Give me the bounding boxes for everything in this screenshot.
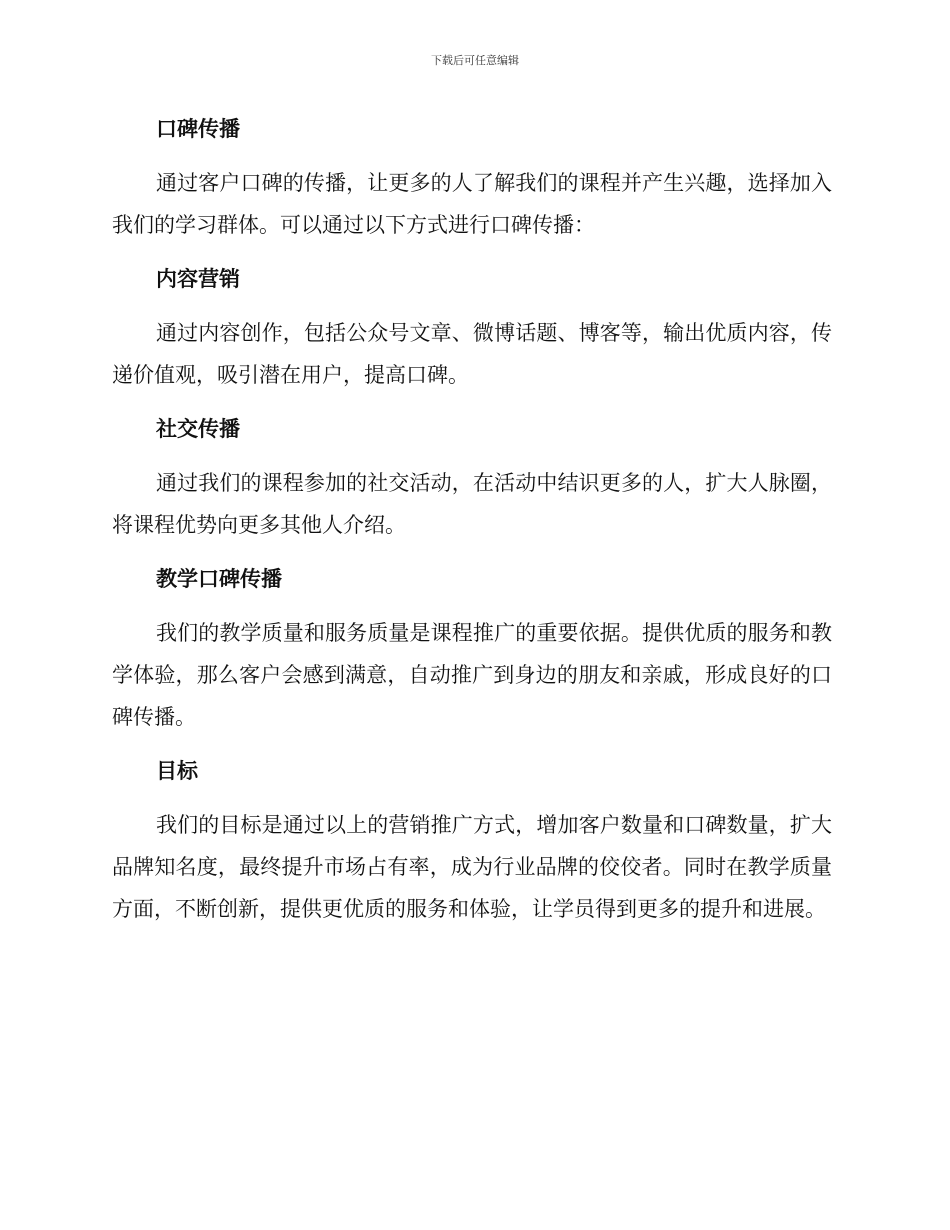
- section-content-marketing: [112, 258, 832, 408]
- section-paragraph: 通过我们的课程参加的社交活动，在活动中结识更多的人，扩大人脉圈，将课程优势向更多其他人介绍。: [112, 471, 832, 537]
- section-paragraph: 通过内容创作，包括公众号文章、微博话题、博客等，输出优质内容，传递价值观，吸引潜在用户，提高口碑。: [112, 321, 832, 387]
- section-paragraph: 我们的目标是通过以上的营销推广方式，增加客户数量和口碑数量，扩大品牌知名度，最终提升市场占有率，成为行业品牌的佼佼者。同时在教学质量方面，不断创新，提供更优质的服务和体验，让学员得到更多的提升和进展。: [112, 813, 832, 921]
- section-social-spread: [112, 408, 832, 558]
- section-heading: 目标: [156, 759, 198, 783]
- section-paragraph: 通过客户口碑的传播，让更多的人了解我们的课程并产生兴趣，选择加入我们的学习群体。可以通过以下方式进行口碑传播：: [112, 171, 832, 237]
- section-word-of-mouth: [112, 108, 832, 258]
- document-body: [112, 108, 832, 930]
- section-paragraph: 我们的教学质量和服务质量是课程推广的重要依据。提供优质的服务和教学体验，那么客户会感到满意，自动推广到身边的朋友和亲戚，形成良好的口碑传播。: [112, 621, 832, 729]
- section-heading: 社交传播: [156, 417, 240, 441]
- page-header-note: 下载后可任意编辑: [431, 54, 519, 67]
- section-heading: 口碑传播: [156, 117, 240, 141]
- section-goals: [112, 750, 832, 930]
- section-heading: 教学口碑传播: [156, 567, 282, 591]
- section-heading: 内容营销: [156, 267, 240, 291]
- section-teaching-reputation: [112, 558, 832, 750]
